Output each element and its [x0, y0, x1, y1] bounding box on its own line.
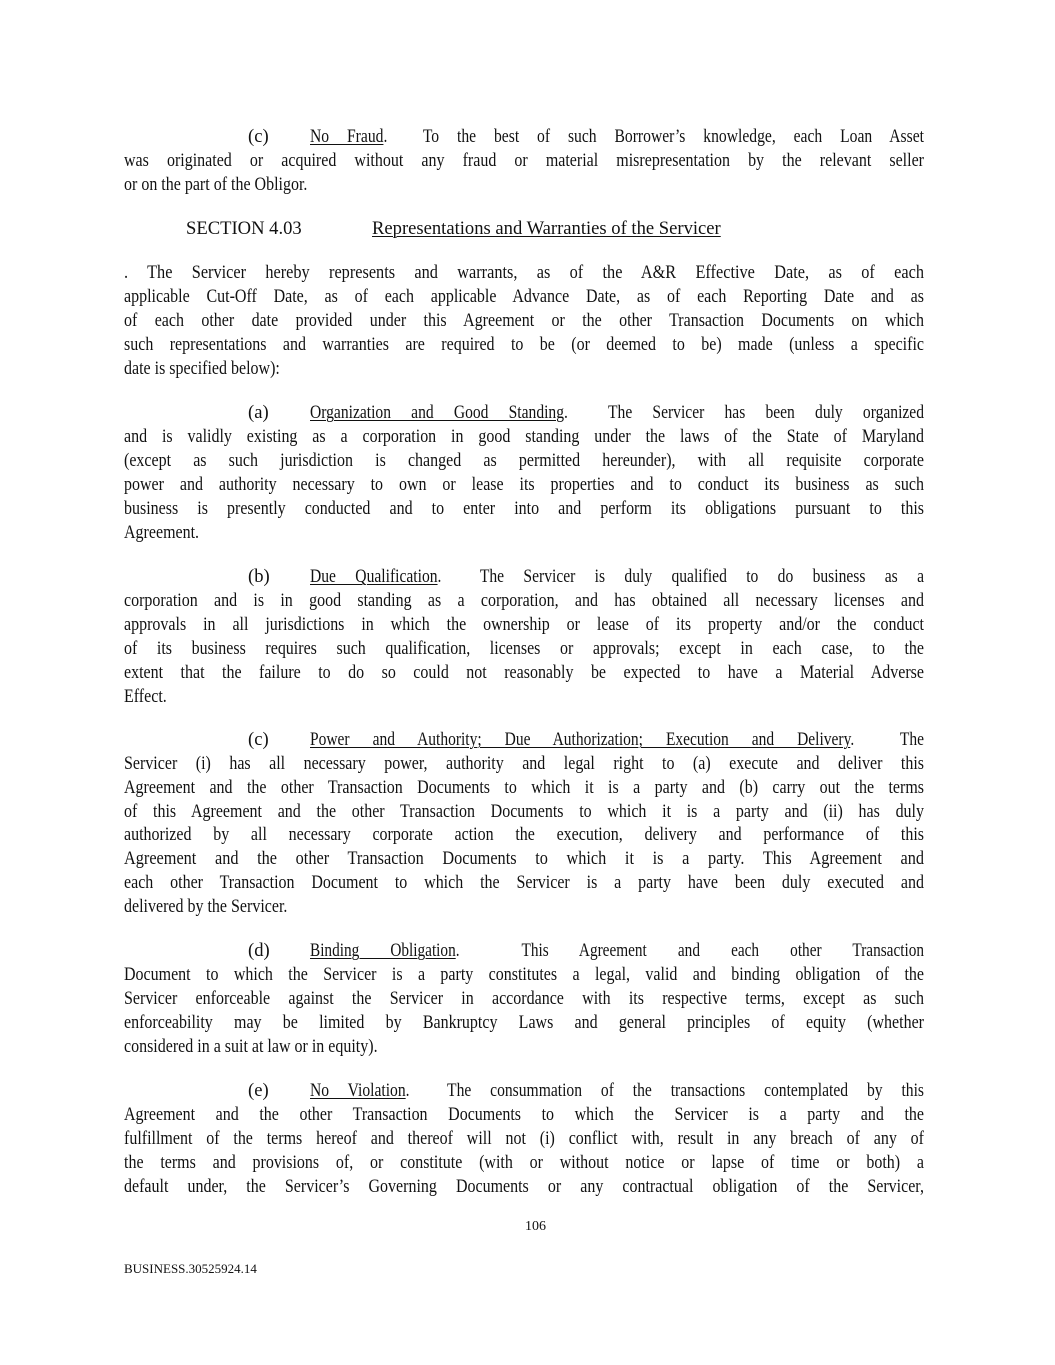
clause-label: (a) — [248, 402, 269, 423]
line-content: date is specified below): — [124, 358, 280, 379]
text-line — [124, 173, 924, 197]
text-line — [124, 285, 924, 309]
line-content: Servicer (i) has all necessary power, authority and legal right to (a) execute and deliver this — [124, 753, 924, 774]
line-content: power and authority necessary to own or lease its properties and to conduct its business as such — [124, 474, 924, 495]
text-line — [124, 939, 924, 963]
line-content: Agreement. — [124, 522, 200, 543]
text-line — [124, 565, 924, 589]
text-line — [124, 125, 924, 149]
text-line — [124, 309, 924, 333]
clause-heading: Power and Authority; Due Authorization; Execution and Delivery — [310, 729, 851, 750]
line-content: extent that the failure to do so could not reasonably be expected to have a Material Adverse — [124, 662, 924, 683]
clause-heading: Due Qualification — [310, 566, 438, 587]
text-line — [124, 333, 924, 357]
text-line — [124, 847, 924, 871]
text-line — [124, 589, 924, 613]
text-line — [124, 497, 924, 521]
line-content — [310, 1079, 924, 1103]
line-content: enforceability may be limited by Bankruptcy Laws and general principles of equity (whether — [124, 1012, 924, 1033]
line-content: Document to which the Servicer is a party constitutes a legal, valid and binding obligation of the — [124, 964, 924, 985]
clause-text: The Servicer has been duly organized — [608, 402, 924, 423]
section-number: SECTION 4.03 — [186, 218, 302, 239]
heading-period: . — [405, 1080, 448, 1101]
line-content: the terms and provisions of, or constitute (with or without notice or lapse of time or both) a — [124, 1152, 924, 1173]
text-line — [124, 521, 924, 545]
heading-period: . — [564, 402, 609, 423]
clause-heading: No Fraud — [310, 126, 384, 147]
document-id: BUSINESS.30525924.14 — [124, 1261, 257, 1276]
line-content: Agreement and the other Transaction Documents to which it is a party and (b) carry out the terms — [124, 777, 924, 798]
line-content: business is presently conducted and to enter into and perform its obligations pursuant to this — [124, 498, 924, 519]
heading-period: . — [383, 126, 423, 147]
text-line — [124, 1079, 924, 1103]
line-content: such representations and warranties are required to be (or deemed to be) made (unless a specific — [124, 334, 924, 355]
line-content: fulfillment of the terms hereof and thereof will not (i) conflict with, result in any breach of any of — [124, 1128, 924, 1149]
clause-label: (c) — [248, 126, 269, 147]
text-line — [124, 895, 924, 919]
text-line — [124, 871, 924, 895]
clause-heading: Binding Obligation — [310, 940, 456, 961]
text-line — [124, 473, 924, 497]
clause-label: (b) — [248, 566, 270, 587]
clause-label: (c) — [248, 729, 269, 750]
heading-period: . — [455, 940, 522, 961]
text-line — [124, 357, 924, 381]
line-content: default under, the Servicer’s Governing Documents or any contractual obligation of the Servicer, — [124, 1176, 924, 1197]
text-line — [124, 685, 924, 709]
text-line — [124, 637, 924, 661]
line-content — [310, 125, 924, 149]
text-line — [124, 1011, 924, 1035]
clause-text: The — [899, 729, 924, 750]
line-content: each other Transaction Document to which the Servicer is a party have been duly executed and — [124, 872, 924, 893]
section-title: Representations and Warranties of the Servicer — [372, 218, 721, 239]
text-line — [124, 1151, 924, 1175]
text-line — [124, 752, 924, 776]
text-line — [124, 987, 924, 1011]
text-line — [124, 728, 924, 752]
text-line — [124, 823, 924, 847]
line-content: of its business requires such qualification, licenses or approvals; except in each case, to the — [124, 638, 924, 659]
line-content: considered in a suit at law or in equity). — [124, 1036, 378, 1057]
line-content: Effect. — [124, 686, 167, 707]
clause-text: To the best of such Borrower’s knowledge, each Loan Asset — [422, 126, 924, 147]
text-line — [124, 776, 924, 800]
text-line — [124, 1103, 924, 1127]
line-content: Servicer enforceable against the Servicer in accordance with its respective terms, except as such — [124, 988, 924, 1009]
clause-text: The Servicer is duly qualified to do business as a — [479, 566, 924, 587]
clause-heading: No Violation — [310, 1080, 406, 1101]
line-content: applicable Cut-Off Date, as of each applicable Advance Date, as of each Reporting Date and as — [124, 286, 924, 307]
clause-text: This Agreement and each other Transaction — [521, 940, 924, 961]
line-content — [310, 401, 924, 425]
clause-label: (e) — [248, 1080, 269, 1101]
line-content: corporation and is in good standing as a corporation, and has obtained all necessary licenses and — [124, 590, 924, 611]
text-line — [124, 661, 924, 685]
line-content: approvals in all jurisdictions in which the ownership or lease of its property and/or the conduct — [124, 614, 924, 635]
page-number: 106 — [525, 1219, 546, 1234]
line-content: of each other date provided under this Agreement or the other Transaction Documents on which — [124, 310, 924, 331]
heading-period: . — [437, 566, 480, 587]
line-content: and is validly existing as a corporation in good standing under the laws of the State of Maryland — [124, 426, 924, 447]
line-content: delivered by the Servicer. — [124, 896, 288, 917]
clause-label: (d) — [248, 940, 270, 961]
line-content: or on the part of the Obligor. — [124, 174, 308, 195]
text-line — [124, 963, 924, 987]
text-line — [124, 401, 924, 425]
text-line — [124, 613, 924, 637]
text-line — [124, 1175, 924, 1199]
line-content: of this Agreement and the other Transaction Documents to which it is a party and (ii) has duly — [124, 801, 924, 822]
text-line — [124, 1127, 924, 1151]
text-line — [124, 149, 924, 173]
line-content — [310, 565, 924, 589]
line-content: . The Servicer hereby represents and warrants, as of the A&R Effective Date, as of each — [124, 262, 924, 283]
line-content: Agreement and the other Transaction Documents to which the Servicer is a party and the — [124, 1104, 924, 1125]
text-line — [124, 800, 924, 824]
line-content: was originated or acquired without any fraud or material misrepresentation by the relevant seller — [124, 150, 924, 171]
line-content: Agreement and the other Transaction Documents to which it is a party. This Agreement and — [124, 848, 924, 869]
line-content — [310, 728, 924, 752]
clause-heading: Organization and Good Standing — [310, 402, 565, 423]
text-line — [124, 1035, 924, 1059]
line-content — [310, 939, 924, 963]
text-line — [124, 261, 924, 285]
text-line — [124, 425, 924, 449]
heading-period: . — [850, 729, 900, 750]
line-content: authorized by all necessary corporate action the execution, delivery and performance of this — [124, 824, 924, 845]
clause-text: The consummation of the transactions contemplated by this — [447, 1080, 924, 1101]
text-line — [124, 449, 924, 473]
line-content: (except as such jurisdiction is changed as permitted hereunder), with all requisite corporate — [124, 450, 924, 471]
